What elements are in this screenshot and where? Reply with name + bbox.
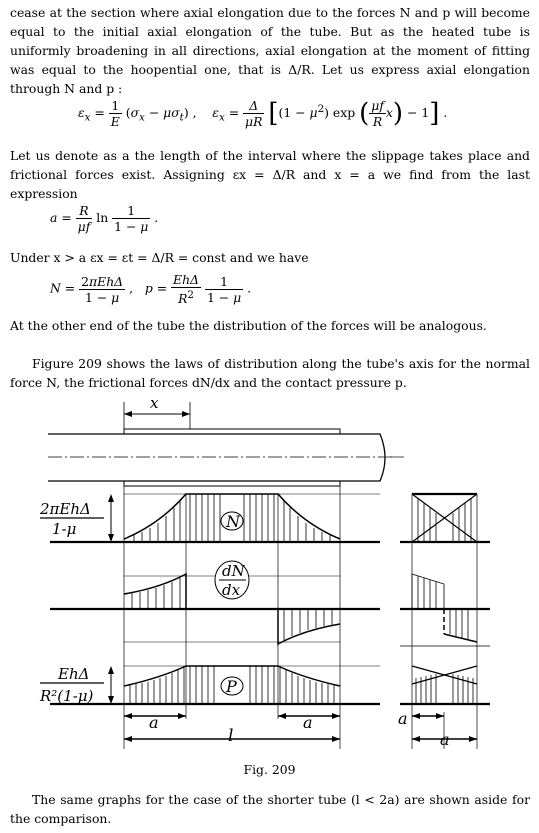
friction-force-diagram — [50, 561, 380, 644]
l-label: l — [228, 726, 234, 746]
paragraph-4 — [10, 316, 530, 335]
paragraph-1 — [10, 3, 530, 98]
paragraph-1-text: cease at the section where axial elongation due to the forces N and p will become equal to the initial axial elongation of the tube. But as the heated tube is uniformly broadening in all directions, axial elongation at the moment of fitting was equal to the hoopential one, that is Δ/R. Let us express axial elongation through N and p : — [10, 5, 530, 96]
a-label-short-right: a — [440, 730, 450, 749]
paragraph-6-text: The same graphs for the case of the shorter tube (l < 2a) are shown aside for the comparison. — [10, 792, 530, 826]
paragraph-3 — [10, 248, 530, 267]
equation-3: N = 2πEhΔ 1 − μ , p = EhΔ $R^2$ $\frac{1}{1 - \mu}$ . — [50, 272, 252, 307]
contact-pressure-diagram — [39, 665, 380, 705]
tube — [48, 429, 404, 486]
figure-caption: Fig. 209 — [243, 762, 296, 777]
a-label-left: a — [149, 713, 159, 732]
x-dimension — [124, 394, 190, 434]
paragraph-5 — [10, 354, 530, 392]
p-label: P — [226, 677, 237, 696]
equation-1: $\varepsilon_x$ = $\frac{1}{E}$ $(\sigma_x - \mu\sigma_t)$ , $\varepsilon_x$ = $\frac{\Delta}{\mu R}$ [$(1 - \mu^2)$ exp ( $\frac{\mu f}{R}$ x) − 1] . — [78, 98, 448, 129]
paragraph-2 — [10, 146, 530, 203]
n-label: N — [226, 512, 240, 531]
p-scale-denominator: R²(1-μ) — [40, 687, 94, 705]
dimension-lines — [124, 709, 477, 749]
equation-2: a = $\frac{R}{\mu f}$ ln $\frac{1}{1 - \mu}$ . — [50, 203, 159, 234]
paragraph-3-text: Under x > a εx = εt = Δ/R = const and we have — [10, 250, 309, 265]
paragraph-6 — [10, 790, 530, 828]
figure-209 — [0, 394, 539, 764]
short-tube-graphs — [400, 494, 490, 704]
n-scale-denominator: 1-μ — [52, 520, 77, 538]
dn-label-numerator: dN — [222, 562, 245, 580]
n-scale-numerator: 2πEhΔ — [40, 500, 91, 518]
paragraph-5-text: Figure 209 shows the laws of distribution along the tube's axis for the normal force N, the frictional forces dN/dx and the contact pressure p. — [10, 356, 530, 390]
p-scale-numerator: EhΔ — [58, 665, 90, 683]
dn-label-denominator: dx — [222, 581, 241, 599]
a-label-right: a — [303, 713, 313, 732]
a-label-short-left: a — [398, 709, 408, 728]
normal-force-diagram — [39, 494, 380, 542]
x-label: x — [150, 394, 159, 412]
paragraph-2-text: Let us denote as a the length of the interval where the slippage takes place and frictional forces exist. Assigning εx = Δ/R and x = a we find from the last expression — [10, 148, 530, 201]
paragraph-4-text: At the other end of the tube the distribution of the forces will be analogous. — [10, 318, 487, 333]
